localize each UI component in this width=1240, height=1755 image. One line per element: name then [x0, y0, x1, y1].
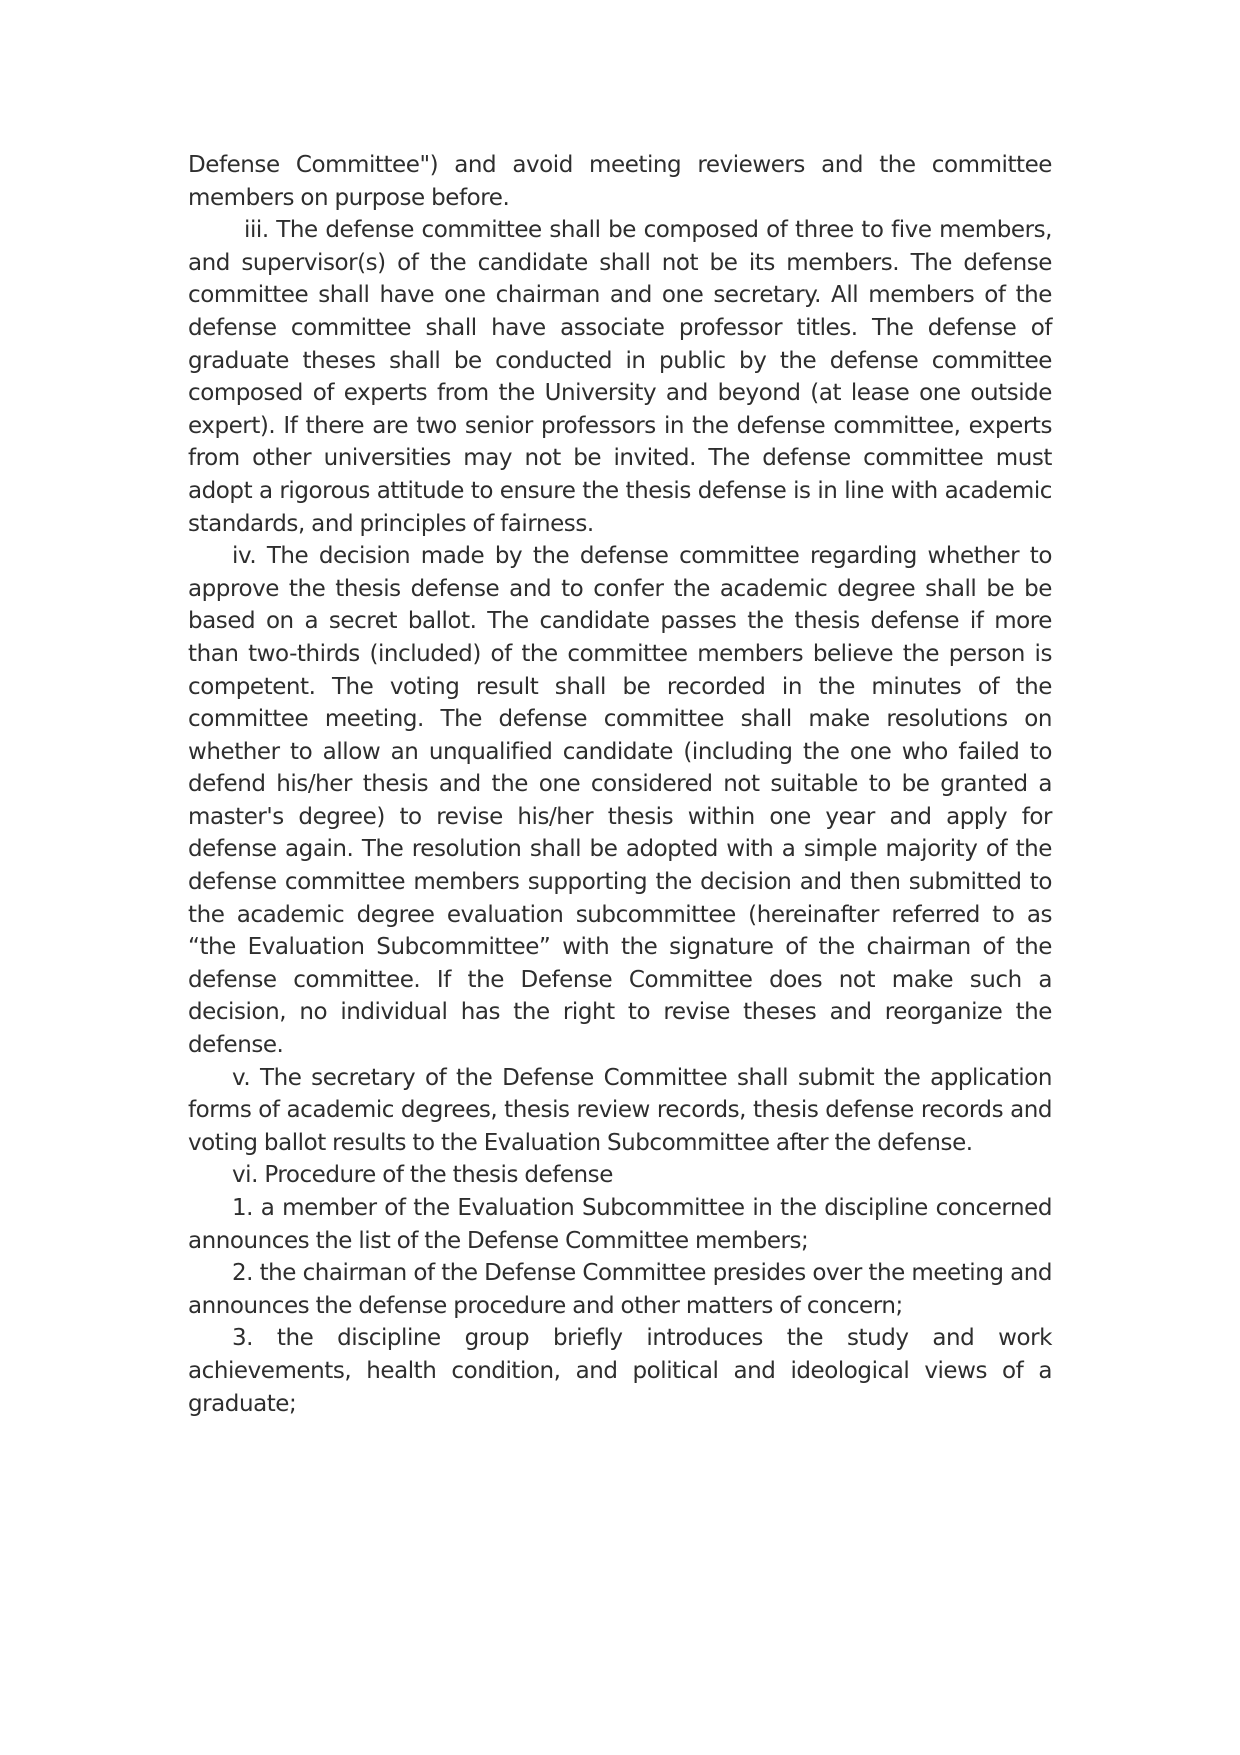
procedure-step-2: 2. the chairman of the Defense Committee presides over the meeting and announces the defense procedure and other matters of concern;	[188, 1260, 1052, 1319]
paragraph-vi-procedure-heading: vi. Procedure of the thesis defense	[232, 1162, 613, 1189]
paragraph-iii-committee-composition: iii. The defense committee shall be composed of three to five members, and supervisor(s) of the candidate shall not be its members. The defense committee shall have one chairman and one secretary. All members of the defense committee shall have associate professor titles. The defense of graduate theses shall be conducted in public by the defense committee composed of experts from the University and beyond (at lease one outside expert). If there are two senior professors in the defense committee, experts from other universities may not be invited. The defense committee must adopt a rigorous attitude to ensure the thesis defense is in line with academic standards, and principles of fairness.	[188, 217, 1052, 537]
paragraph-iv-committee-decision: iv. The decision made by the defense committee regarding whether to approve the thesis defense and to confer the academic degree shall be be based on a secret ballot. The candidate passes the thesis defense if more than two-thirds (included) of the committee members believe the person is competent. The voting result shall be recorded in the minutes of the committee meeting. The defense committee shall make resolutions on whether to allow an unqualified candidate (including the one who failed to defend his/her thesis and the one considered not suitable to be granted a master's degree) to revise his/her thesis within one year and apply for defense again. The resolution shall be adopted with a simple majority of the defense committee members supporting the decision and then submitted to the academic degree evaluation subcommittee (hereinafter referred to as “the Evaluation Subcommittee” with the signature of the chairman of the defense committee. If the Defense Committee does not make such a decision, no individual has the right to revise theses and reorganize the defense.	[188, 543, 1052, 1059]
procedure-step-3: 3. the discipline group briefly introduces the study and work achievements, health condition, and political and ideological views of a graduate;	[188, 1325, 1052, 1417]
procedure-step-1: 1. a member of the Evaluation Subcommittee in the discipline concerned announces the list of the Defense Committee members;	[188, 1195, 1052, 1254]
document-page	[188, 149, 1052, 1420]
paragraph-v-secretary-submission: v. The secretary of the Defense Committee shall submit the application forms of academic degrees, thesis review records, thesis defense records and voting ballot results to the Evaluation Subcommittee after the defense.	[188, 1064, 1052, 1156]
paragraph-continuation: Defense Committee") and avoid meeting reviewers and the committee members on purpose before.	[188, 152, 1052, 211]
